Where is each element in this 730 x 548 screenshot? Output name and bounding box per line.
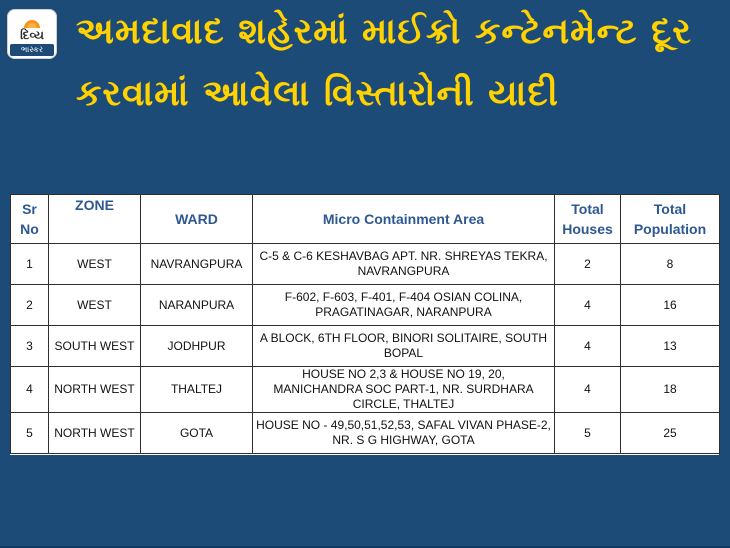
column-header-sr-no: Sr No bbox=[11, 195, 49, 244]
cell-houses: 4 bbox=[555, 285, 621, 326]
cell-area: HOUSE NO - 49,50,51,52,53, SAFAL VIVAN PHASE-2, NR. S G HIGHWAY, GOTA bbox=[253, 413, 555, 454]
cell-zone: WEST bbox=[49, 285, 141, 326]
cell-population: 25 bbox=[621, 413, 720, 454]
cell-area: C-5 & C-6 KESHAVBAG APT. NR. SHREYAS TEKRA, NAVRANGPURA bbox=[253, 244, 555, 285]
logo-text-bottom: ભાસ્કર bbox=[10, 44, 54, 56]
cell-zone: WEST bbox=[49, 244, 141, 285]
logo-text-top: દિવ્ય bbox=[20, 28, 44, 42]
cell-ward: NARANPURA bbox=[141, 285, 253, 326]
column-header-zone: ZONE bbox=[49, 195, 141, 244]
table-header-row bbox=[11, 195, 720, 244]
table-row bbox=[11, 244, 720, 285]
cell-zone: NORTH WEST bbox=[49, 413, 141, 454]
data-table bbox=[10, 194, 720, 454]
cell-population: 13 bbox=[621, 326, 720, 367]
cell-sr-no: 2 bbox=[11, 285, 49, 326]
cell-ward: NAVRANGPURA bbox=[141, 244, 253, 285]
cell-sr-no: 5 bbox=[11, 413, 49, 454]
cell-sr-no: 1 bbox=[11, 244, 49, 285]
cell-houses: 4 bbox=[555, 367, 621, 413]
cell-ward: THALTEJ bbox=[141, 367, 253, 413]
cell-sr-no: 4 bbox=[11, 367, 49, 413]
column-header-ward: WARD bbox=[141, 195, 253, 244]
cell-population: 8 bbox=[621, 244, 720, 285]
cell-zone: NORTH WEST bbox=[49, 367, 141, 413]
cell-houses: 5 bbox=[555, 413, 621, 454]
table-row bbox=[11, 326, 720, 367]
table-row bbox=[11, 285, 720, 326]
cell-area: F-602, F-603, F-401, F-404 OSIAN COLINA, PRAGATINAGAR, NARANPURA bbox=[253, 285, 555, 326]
column-header-total-houses: Total Houses bbox=[555, 195, 621, 244]
containment-table bbox=[10, 194, 719, 455]
divya-bhaskar-logo bbox=[7, 9, 57, 59]
sun-icon bbox=[22, 14, 42, 28]
headline-line-2: કરવામાં આવેલા વિસ્તારોની યાદી bbox=[76, 73, 559, 114]
cell-houses: 2 bbox=[555, 244, 621, 285]
column-header-area: Micro Containment Area bbox=[253, 195, 555, 244]
cell-zone: SOUTH WEST bbox=[49, 326, 141, 367]
table-row bbox=[11, 413, 720, 454]
cell-population: 16 bbox=[621, 285, 720, 326]
cell-houses: 4 bbox=[555, 326, 621, 367]
cell-ward: GOTA bbox=[141, 413, 253, 454]
cell-ward: JODHPUR bbox=[141, 326, 253, 367]
cell-area: HOUSE NO 2,3 & HOUSE NO 19, 20, MANICHANDRA SOC PART-1, NR. SURDHARA CIRCLE, THALTEJ bbox=[253, 367, 555, 413]
cell-sr-no: 3 bbox=[11, 326, 49, 367]
headline-line-1: અમદાવાદ શહેરમાં માઈક્રો કન્ટેનમેન્ટ દૂર bbox=[76, 11, 692, 52]
cell-population: 18 bbox=[621, 367, 720, 413]
table-row bbox=[11, 367, 720, 413]
cell-area: A BLOCK, 6TH FLOOR, BINORI SOLITAIRE, SOUTH BOPAL bbox=[253, 326, 555, 367]
column-header-total-population: Total Population bbox=[621, 195, 720, 244]
